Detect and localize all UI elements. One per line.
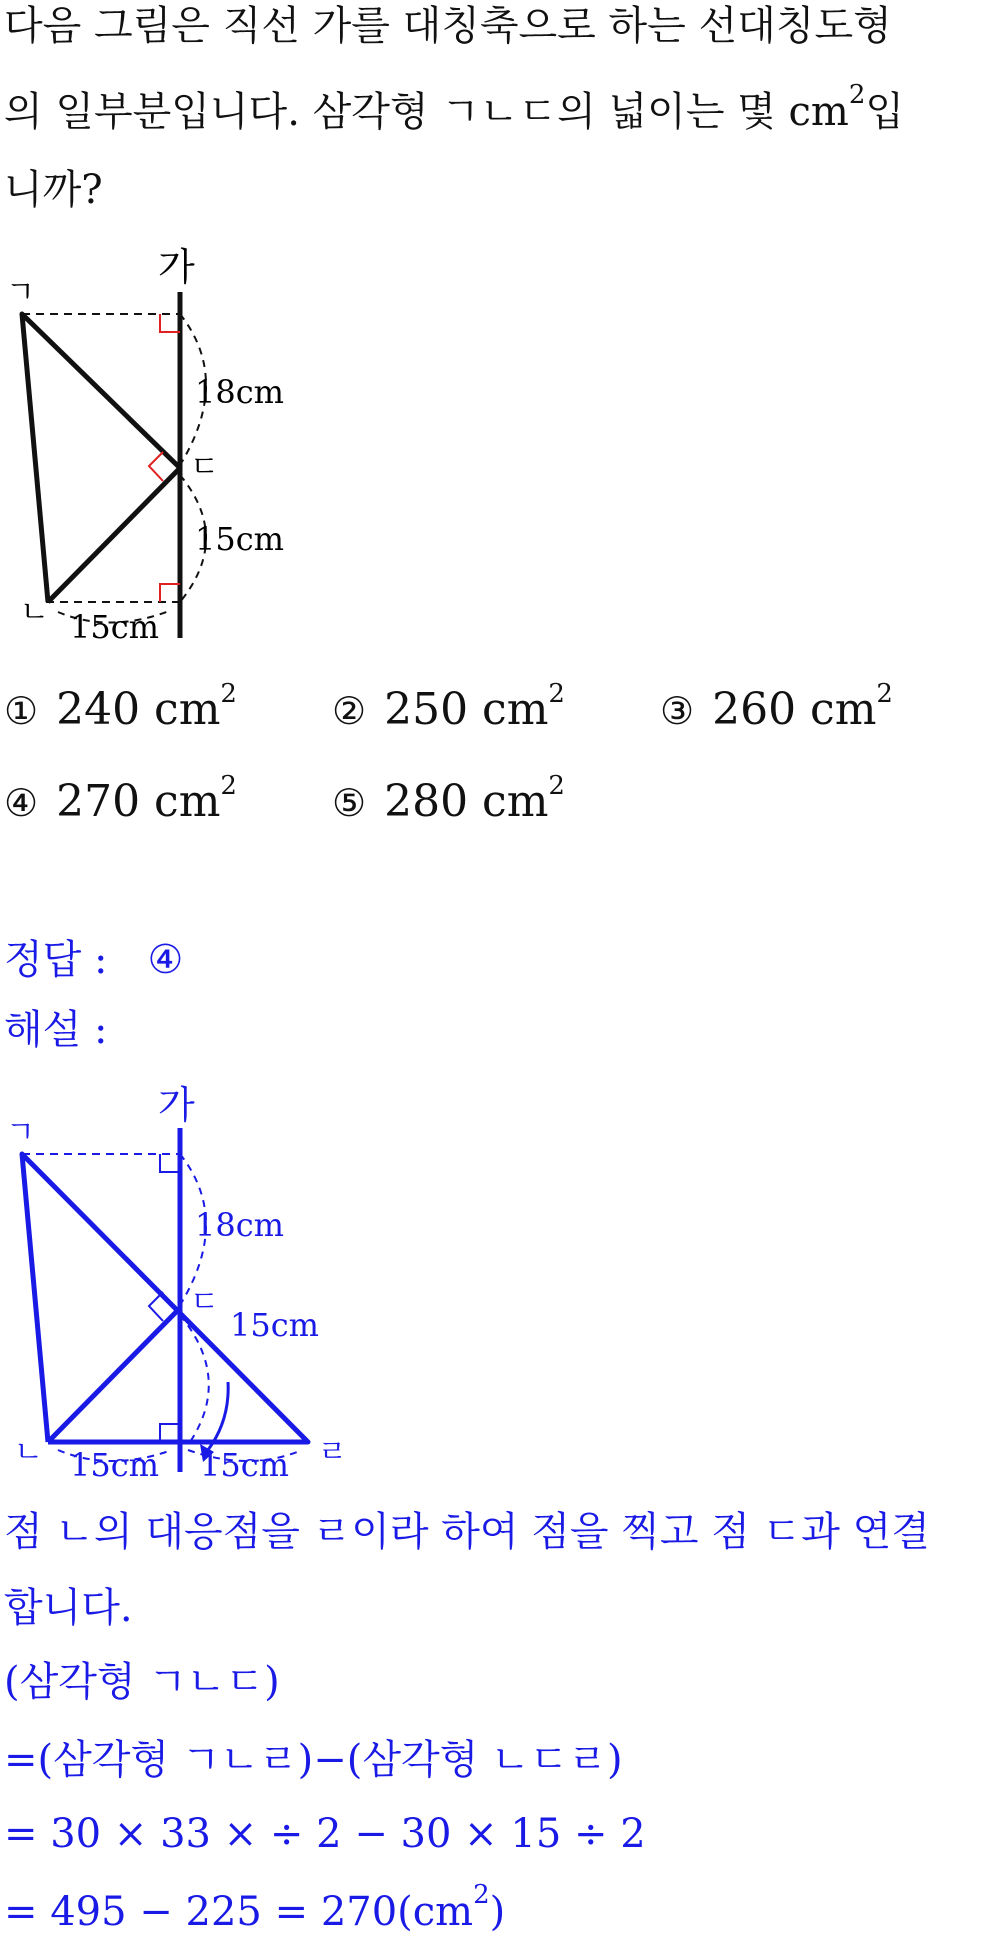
explanation-line-6-sup: 2 [473, 1880, 490, 1910]
option-5-text: 280 cm [384, 776, 549, 827]
fig1-right-angle-bottom [160, 584, 180, 602]
explanation-line-2: 합니다. [4, 1585, 133, 1631]
option-3-num: ③ [660, 689, 695, 733]
fig2-segment-bc [48, 1308, 180, 1442]
explanation-line-4: =(삼각형 ㄱㄴㄹ)−(삼각형 ㄴㄷㄹ) [4, 1737, 623, 1783]
explanation-line-3: (삼각형 ㄱㄴㄷ) [4, 1659, 280, 1705]
option-2-sup: 2 [548, 679, 565, 709]
fig2-len-arrow: 15cm [230, 1306, 319, 1344]
explanation-label: 해설 : [4, 1007, 108, 1053]
explanation-line-6-end: ) [489, 1889, 506, 1935]
fig1-len-lower: 15cm [195, 520, 284, 558]
option-3-text: 260 cm [712, 684, 877, 735]
option-4-num: ④ [4, 781, 39, 825]
fig2-len-base-left: 15cm [70, 1446, 159, 1480]
question-line-2 [4, 80, 905, 135]
fig2-len-base-right: 15cm [200, 1446, 289, 1480]
fig1-vertex-b: ㄴ [20, 595, 49, 630]
option-2[interactable] [332, 679, 565, 735]
fig2-vertex-a: ㄱ [6, 1115, 35, 1150]
question-line-2-sup: 2 [848, 80, 866, 110]
explanation-line-1: 점 ㄴ의 대응점을 ㄹ이라 하여 점을 찍고 점 ㄷ과 연결 [4, 1509, 930, 1555]
fig2-right-angle-top [160, 1154, 180, 1172]
option-5-sup: 2 [548, 771, 565, 801]
option-5[interactable] [332, 771, 565, 827]
fig2-vertex-c: ㄷ [190, 1285, 219, 1320]
fig1-vertex-c: ㄷ [190, 450, 219, 485]
answer-value: ④ [147, 937, 184, 983]
fig2-triangle-outer [22, 1154, 308, 1442]
fig2-vertex-d: ㄹ [318, 1435, 347, 1470]
fig2-right-angle-bottom [160, 1424, 180, 1442]
option-5-num: ⑤ [332, 781, 367, 825]
option-1-num: ① [4, 689, 39, 733]
option-1-sup: 2 [220, 679, 237, 709]
question-line-2-text: 의 일부분입니다. 삼각형 ㄱㄴㄷ의 넓이는 몇 cm [4, 89, 849, 135]
explanation-line-6 [4, 1880, 506, 1935]
option-1-text: 240 cm [56, 684, 221, 735]
option-2-text: 250 cm [384, 684, 549, 735]
fig2-axis-label: 가 [158, 1083, 195, 1127]
option-2-num: ② [332, 689, 367, 733]
answer-line [4, 937, 184, 983]
question-line-3: 니까? [4, 167, 103, 213]
fig2-dash-arc-lower [180, 1315, 209, 1442]
figure-1 [0, 240, 330, 660]
option-4-text: 270 cm [56, 776, 221, 827]
fig1-right-angle-top [160, 314, 180, 332]
fig1-len-upper: 18cm [195, 373, 284, 411]
option-3[interactable] [660, 679, 893, 735]
figure-2 [0, 1080, 360, 1480]
question-line-2-end: 입 [865, 89, 905, 135]
explanation-line-6-text: = 495 − 225 = 270(cm [4, 1889, 474, 1935]
option-1[interactable] [4, 679, 237, 735]
option-4[interactable] [4, 771, 237, 827]
option-4-sup: 2 [220, 771, 237, 801]
fig2-vertex-b: ㄴ [14, 1435, 43, 1470]
explanation-line-5: = 30 × 33 × ÷ 2 − 30 × 15 ÷ 2 [4, 1811, 646, 1857]
answer-label: 정답 : [4, 937, 108, 983]
question-line-1: 다음 그림은 직선 가를 대칭축으로 하는 선대칭도형 [4, 3, 892, 49]
option-3-sup: 2 [876, 679, 893, 709]
fig1-right-angle-mid [149, 452, 163, 481]
fig1-axis-label: 가 [158, 245, 195, 289]
fig1-vertex-a: ㄱ [6, 275, 35, 310]
fig1-len-base: 15cm [70, 608, 159, 646]
fig2-len-upper: 18cm [195, 1206, 284, 1244]
